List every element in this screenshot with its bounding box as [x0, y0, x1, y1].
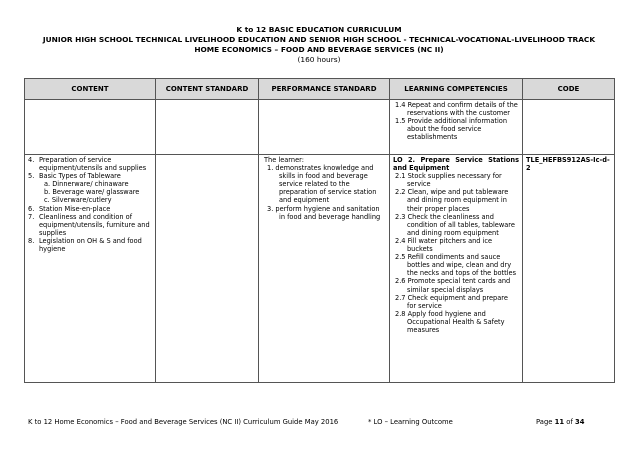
hours: (160 hours) — [297, 55, 341, 64]
competency-item: 2.3 Check the cleanliness and condition of all tables, tableware and dining room equipment — [395, 212, 515, 237]
content-item: 5. Basic Types of Tableware — [28, 172, 121, 181]
content-item: 6. Station Mise-en-place — [28, 204, 111, 213]
competency-item: 1.4 Repeat and confirm details of the reservations with the customer — [395, 101, 518, 118]
table-row — [25, 100, 615, 155]
tableware-sublist — [28, 180, 152, 204]
performance-standard-cell — [259, 155, 390, 383]
competency-item: 2.6 Promote special tent cards and similar special displays — [395, 277, 511, 294]
column-header-learning-competencies: LEARNING COMPETENCIES — [390, 79, 523, 100]
footer-guide-title: K to 12 Home Economics – Food and Beverage Services (NC II) Curriculum Guide May 2016 — [28, 418, 339, 426]
page-number: Page 11 of 34 — [536, 418, 585, 426]
learning-outcome-title: LO 2. Prepare Service Stations and Equipment — [393, 156, 519, 173]
content-item: 8. Legislation on OH & S and food hygiene — [28, 236, 142, 254]
competencies-cell — [390, 155, 523, 383]
performance-item: 1. demonstrates knowledge and skills in food and beverage service related to the preparation of service station and equipment — [267, 164, 377, 205]
code-cell — [523, 100, 615, 155]
performance-standard-cell — [259, 100, 390, 155]
footer-lo-note: * LO – Learning Outcome — [368, 418, 453, 426]
content-cell — [25, 100, 156, 155]
competency-item: 2.2 Clean, wipe and put tableware and dining room equipment in their proper places — [395, 188, 509, 213]
content-cell — [25, 155, 156, 383]
content-standard-cell — [156, 155, 259, 383]
column-header-content: CONTENT — [25, 79, 156, 100]
competency-item: 2.8 Apply food hygiene and Occupational Health & Safety measures — [395, 309, 505, 334]
tableware-item: b. Beverage ware/ glassware — [44, 188, 140, 197]
tableware-item: c. Silverware/cutlery — [44, 196, 112, 205]
competency-item: 2.4 Fill water pitchers and ice buckets — [395, 236, 493, 254]
performance-intro: The learner: — [264, 156, 304, 164]
code-cell: TLE_HEFBS912AS-Ic-d-2 — [523, 155, 615, 383]
column-header-content-standard: CONTENT STANDARD — [156, 79, 259, 100]
table-row — [25, 155, 615, 383]
content-standard-cell — [156, 100, 259, 155]
track-title: JUNIOR HIGH SCHOOL TECHNICAL LIVELIHOOD EDUCATION AND SENIOR HIGH SCHOOL - TECHNICAL-VOCATIONAL-LIVELIHOOD TRACK — [42, 35, 596, 44]
competency-item: 2.1 Stock supplies necessary for service — [395, 172, 502, 189]
column-header-code: CODE — [523, 79, 615, 100]
performance-item: 3. perform hygiene and sanitation in food and beverage handling — [267, 204, 381, 221]
subject-title: HOME ECONOMICS – FOOD AND BEVERAGE SERVICES (NC II) — [194, 45, 444, 54]
competency-item: 2.5 Refill condiments and sauce bottles and wipe, clean and dry the necks and tops of the bottles — [395, 253, 517, 278]
tableware-item: a. Dinnerware/ chinaware — [44, 180, 129, 189]
content-item: 4. Preparation of service equipment/utensils and supplies — [28, 156, 147, 173]
curriculum-title: K to 12 BASIC EDUCATION CURRICULUM — [236, 25, 402, 34]
competencies-cell — [390, 100, 523, 155]
competency-item: 2.7 Check equipment and prepare for service — [395, 293, 508, 310]
content-item: 7. Cleanliness and condition of equipment/utensils, furniture and supplies — [28, 212, 150, 237]
curriculum-table — [24, 78, 615, 383]
table-header-row — [25, 79, 615, 100]
column-header-performance-standard: PERFORMANCE STANDARD — [259, 79, 390, 100]
competency-item: 1.5 Provide additional information about the food service establishments — [395, 117, 508, 142]
